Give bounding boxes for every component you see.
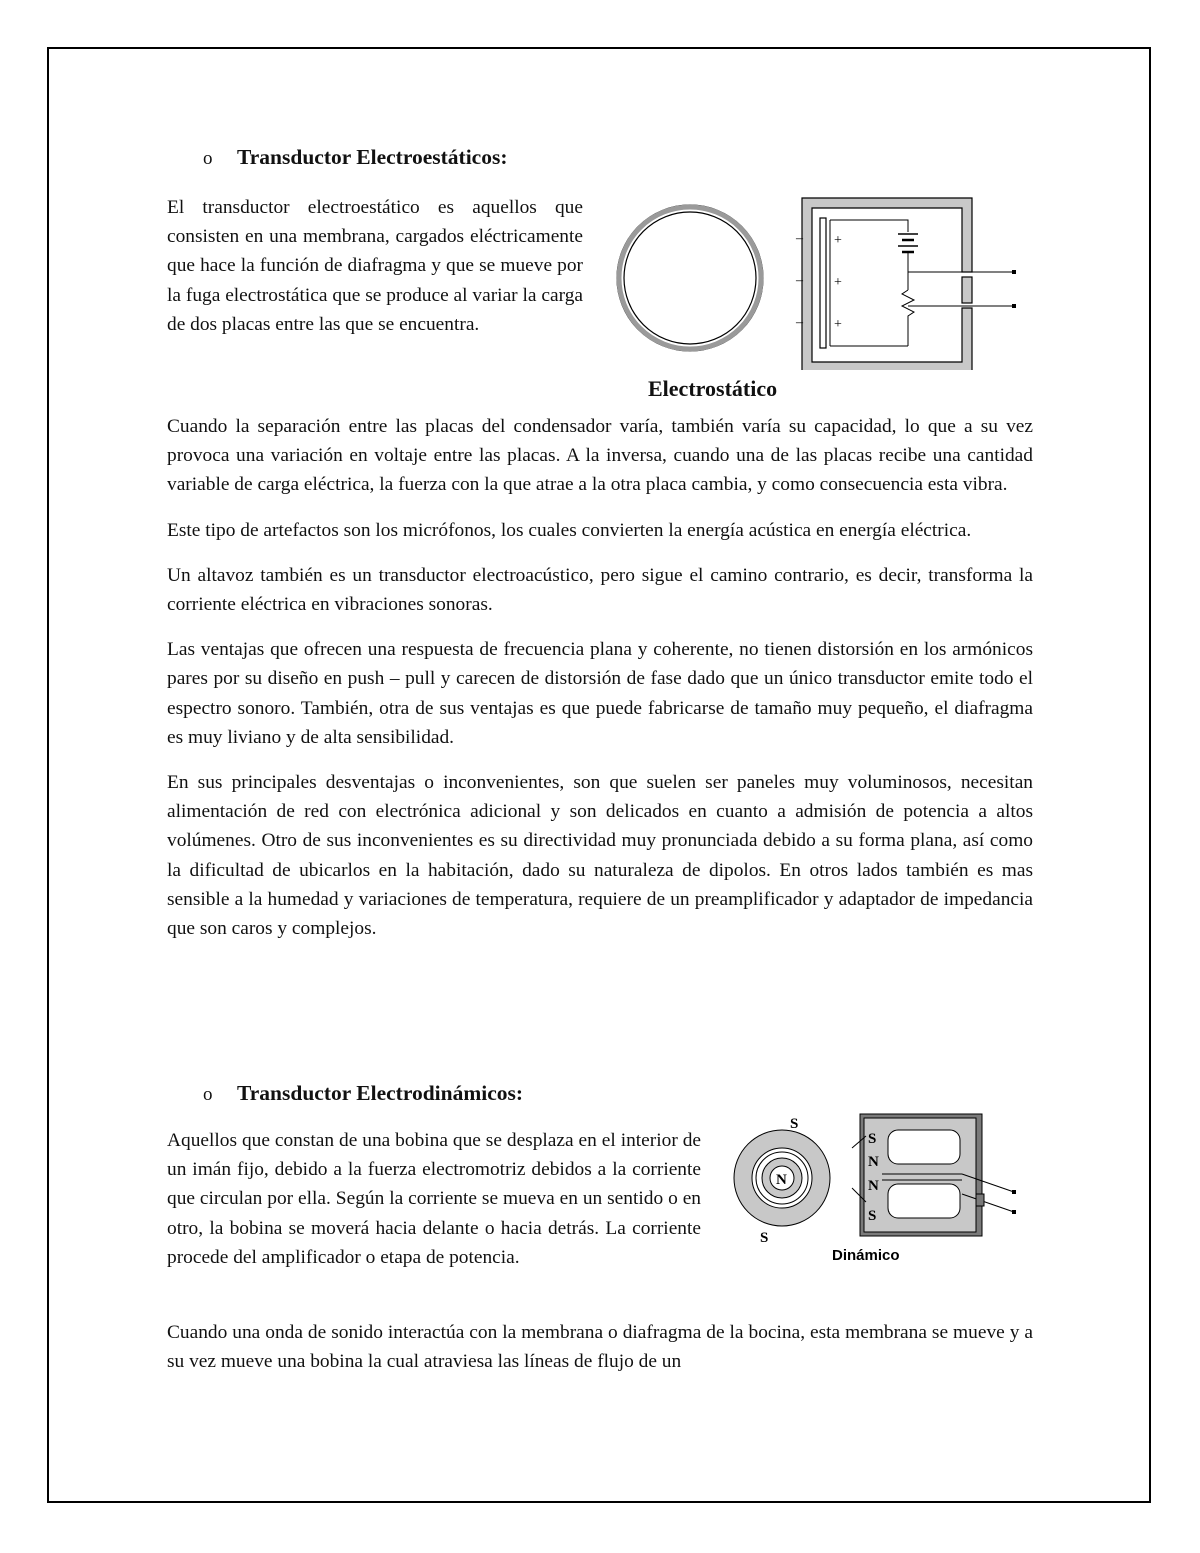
plus-sign-1: + <box>834 233 842 248</box>
bullet-marker: o <box>203 1084 213 1105</box>
body-paragraph: Cuando la separación entre las placas del condensador varía, también varía su capacidad, lo que a su vez provoca una variación en voltaje entre las placas. A la inversa, cuando una de las placas recibe una cantidad variable de carga eléctrica, la fuerza con la que atrae a la otra placa cambia, y como consecuencia esta vibra. <box>167 416 1033 496</box>
electrodynamic-body: Cuando una onda de sonido interactúa con la membrana o diafragma de la bocina, esta membrana se mueve y a su vez mueve una bobina la cual atraviesa las líneas de flujo de un <box>167 1322 1033 1373</box>
body-paragraph: Un altavoz también es un transductor electroacústico, pero sigue el camino contrario, es decir, transforma la corriente eléctrica en vibraciones sonoras. <box>167 564 1033 616</box>
electrostatic-caption: Electrostático <box>648 376 778 401</box>
dynamic-figure <box>728 1108 1024 1268</box>
section-title: Transductor Electroestáticos: <box>237 145 508 169</box>
pole-center-label: N <box>776 1172 787 1188</box>
dynamic-caption: Dinámico <box>832 1247 900 1264</box>
dynamic-diagram <box>728 1108 1024 1268</box>
minus-sign-2: – <box>796 273 803 288</box>
side-pole-2: N <box>868 1154 879 1170</box>
bullet-marker: o <box>203 148 213 169</box>
plus-sign-3: + <box>834 317 842 332</box>
minus-sign-1: – <box>796 231 803 246</box>
electrostatic-body <box>167 412 1033 943</box>
section-title: Transductor Electrodinámicos: <box>237 1081 524 1105</box>
body-paragraph: Este tipo de artefactos son los micrófonos, los cuales convierten la energía acústica en energía eléctrica. <box>167 519 972 541</box>
side-pole-3: N <box>868 1178 879 1194</box>
plus-sign-2: + <box>834 275 842 290</box>
section-heading-electrodynamic <box>203 1079 523 1109</box>
electrostatic-diagram <box>612 190 1032 370</box>
electrostatic-intro: El transductor electroestático es aquellos que consisten en una membrana, cargados eléctricamente que hace la función de diafragma y que se mueve por la fuga electrostática que se produce al variar la carga de dos placas entre las que se encuentra. <box>167 197 583 335</box>
body-paragraph: En sus principales desventajas o inconvenientes, son que suelen ser paneles muy voluminosos, necesitan alimentación de red con electrónica adicional y son delicados en cuanto a admisión de potencia a altos volúmenes. Otro de sus inconvenientes es su directividad muy pronunciada debido a su forma plana, así como la dificultad de ubicarlos en la habitación, dado su naturaleza de dipolos. En otros lados también es mas sensible a la humedad y variaciones de temperatura, requiere de un preamplificador y adaptador de impedancia que son caros y complejos. <box>167 772 1033 940</box>
electrostatic-figure <box>612 190 1032 410</box>
body-paragraph: Las ventajas que ofrecen una respuesta de frecuencia plana y coherente, no tienen distorsión en los armónicos pares por su diseño en push – pull y carecen de distorsión de fase dado que un único transductor emite todo el espectro sonoro. También, otra de sus ventajas es que puede fabricarse de tamaño muy pequeño, el diafragma es muy liviano y de alta sensibilidad. <box>167 639 1033 748</box>
side-pole-1: S <box>868 1131 877 1147</box>
section-heading-electrostatic <box>203 143 508 173</box>
side-pole-4: S <box>868 1208 877 1224</box>
minus-sign-3: – <box>796 315 803 330</box>
pole-bottom-label: S <box>760 1230 769 1246</box>
pole-top-label: S <box>790 1116 799 1132</box>
electrodynamic-intro: Aquellos que constan de una bobina que se desplaza en el interior de un imán fijo, debido a la fuerza electromotriz debidos a la corriente que circulan por ella. Según la corriente se mueva en un sentido o en otro, la bobina se moverá hacia delante o hacia detrás. La corriente procede del amplificador o etapa de potencia. <box>167 1130 701 1268</box>
